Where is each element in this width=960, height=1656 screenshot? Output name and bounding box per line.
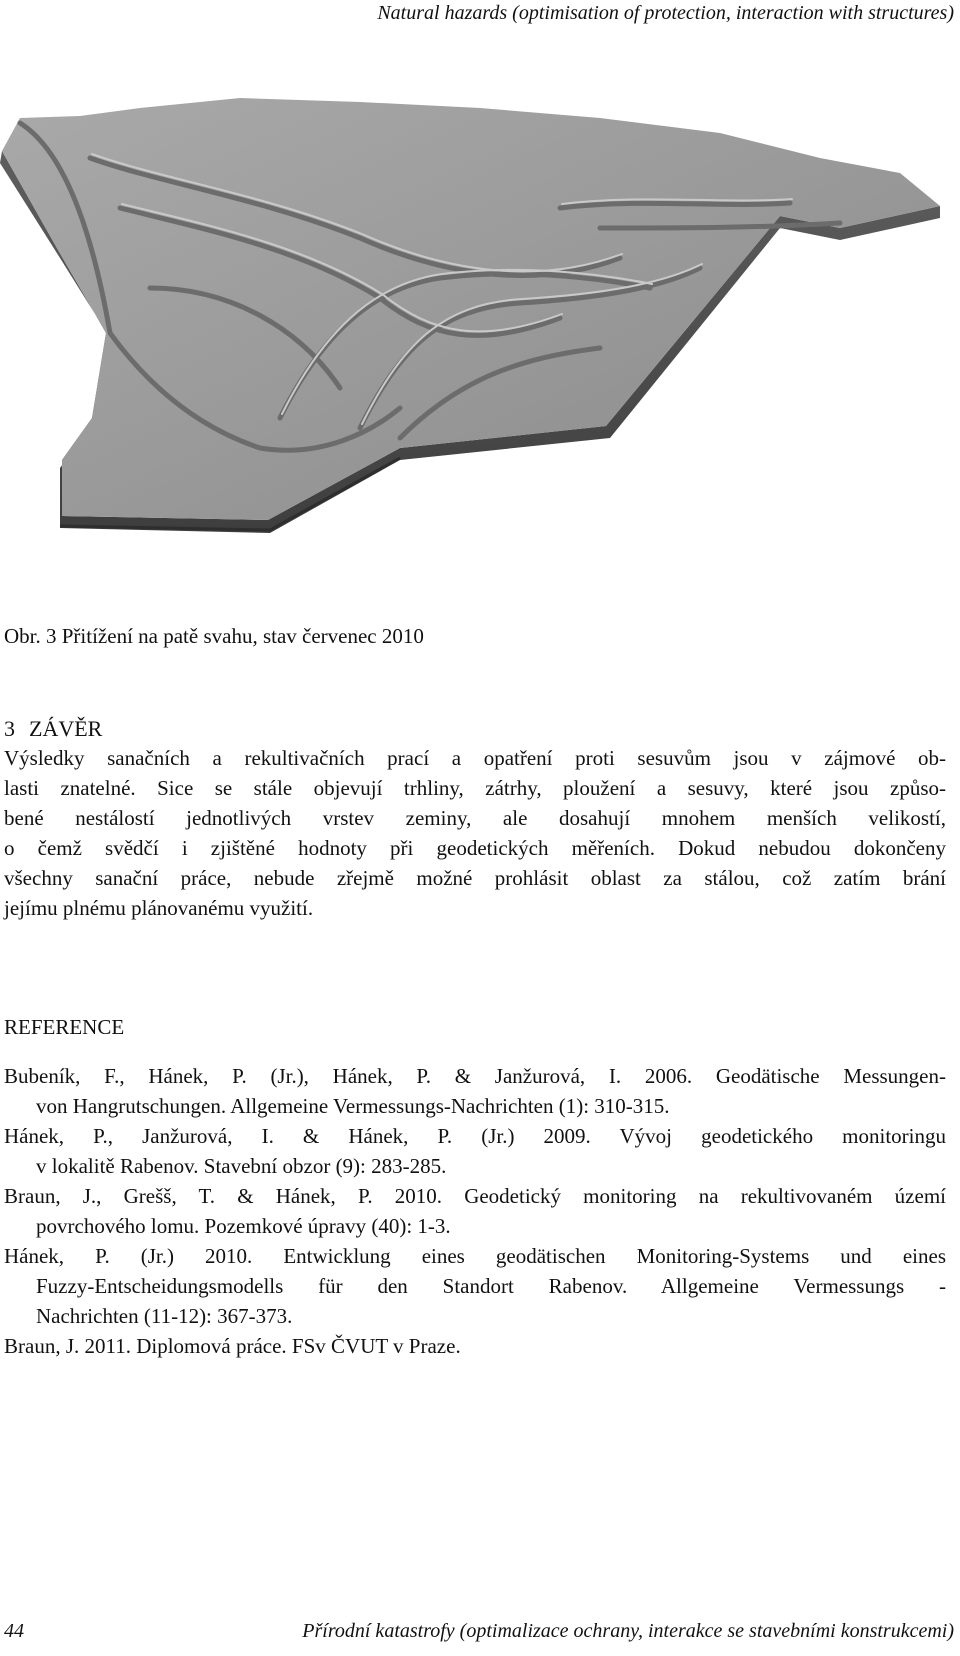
- conclusion-paragraph: [4, 743, 946, 923]
- running-header: Natural hazards (optimisation of protection, interaction with structures): [377, 2, 954, 24]
- references-list: [4, 1061, 946, 1361]
- reference-item: [4, 1331, 946, 1361]
- running-footer: Přírodní katastrofy (optimalizace ochrany, interakce se stavebními konstrukcemi): [302, 1620, 954, 1642]
- reference-item: [4, 1121, 946, 1181]
- paragraph-line: jejímu plnému plánovanému využití.: [4, 896, 314, 920]
- references-heading: REFERENCE: [4, 1015, 125, 1039]
- reference-line: v lokalitě Rabenov. Stavební obzor (9): 283-285.: [36, 1154, 447, 1178]
- paragraph-line: lasti znatelné. Sice se stále objevují trhliny, zátrhy, ploužení a sesuvy, které jsou způso-: [4, 776, 946, 800]
- paragraph-line: Výsledky sanačních a rekultivačních prací a opatření proti sesuvům jsou v zájmové ob-: [4, 746, 946, 770]
- reference-line: Bubeník, F., Hánek, P. (Jr.), Hánek, P. & Janžurová, I. 2006. Geodätische Messungen-: [4, 1064, 946, 1088]
- reference-item: [4, 1181, 946, 1241]
- reference-item: [4, 1241, 946, 1331]
- page-number: 44: [4, 1620, 24, 1642]
- reference-line: Fuzzy-Entscheidungsmodells für den Standort Rabenov. Allgemeine Vermessungs -: [36, 1274, 946, 1298]
- paragraph-line: všechny sanační práce, nebude zřejmě možné prohlásit oblast za stálou, což zatím brání: [4, 866, 946, 890]
- reference-line: Hánek, P. (Jr.) 2010. Entwicklung eines geodätischen Monitoring-Systems und eines: [4, 1244, 946, 1268]
- section-number: 3: [4, 716, 15, 741]
- reference-line: povrchového lomu. Pozemkové úpravy (40): 1-3.: [36, 1214, 451, 1238]
- section-title: ZÁVĚR: [29, 716, 103, 741]
- terrain-model-figure: [0, 88, 960, 588]
- figure-caption: Obr. 3 Přitížení na patě svahu, stav červenec 2010: [4, 624, 424, 648]
- paragraph-line: bené nestálostí jednotlivých vrstev zeminy, ale dosahují mnohem menších velikostí,: [4, 806, 946, 830]
- reference-line: Hánek, P., Janžurová, I. & Hánek, P. (Jr.) 2009. Vývoj geodetického monitoringu: [4, 1124, 946, 1148]
- section-heading: [4, 716, 102, 742]
- reference-line: von Hangrutschungen. Allgemeine Vermessungs-Nachrichten (1): 310-315.: [36, 1094, 670, 1118]
- paragraph-line: o čemž svědčí i zjištěné hodnoty při geodetických měřeních. Dokud nebudou dokončeny: [4, 836, 946, 860]
- reference-line: Braun, J., Grešš, T. & Hánek, P. 2010. Geodetický monitoring na rekultivovaném území: [4, 1184, 946, 1208]
- reference-line: Nachrichten (11-12): 367-373.: [36, 1304, 293, 1328]
- reference-item: [4, 1061, 946, 1121]
- reference-line: Braun, J. 2011. Diplomová práce. FSv ČVUT v Praze.: [4, 1334, 461, 1358]
